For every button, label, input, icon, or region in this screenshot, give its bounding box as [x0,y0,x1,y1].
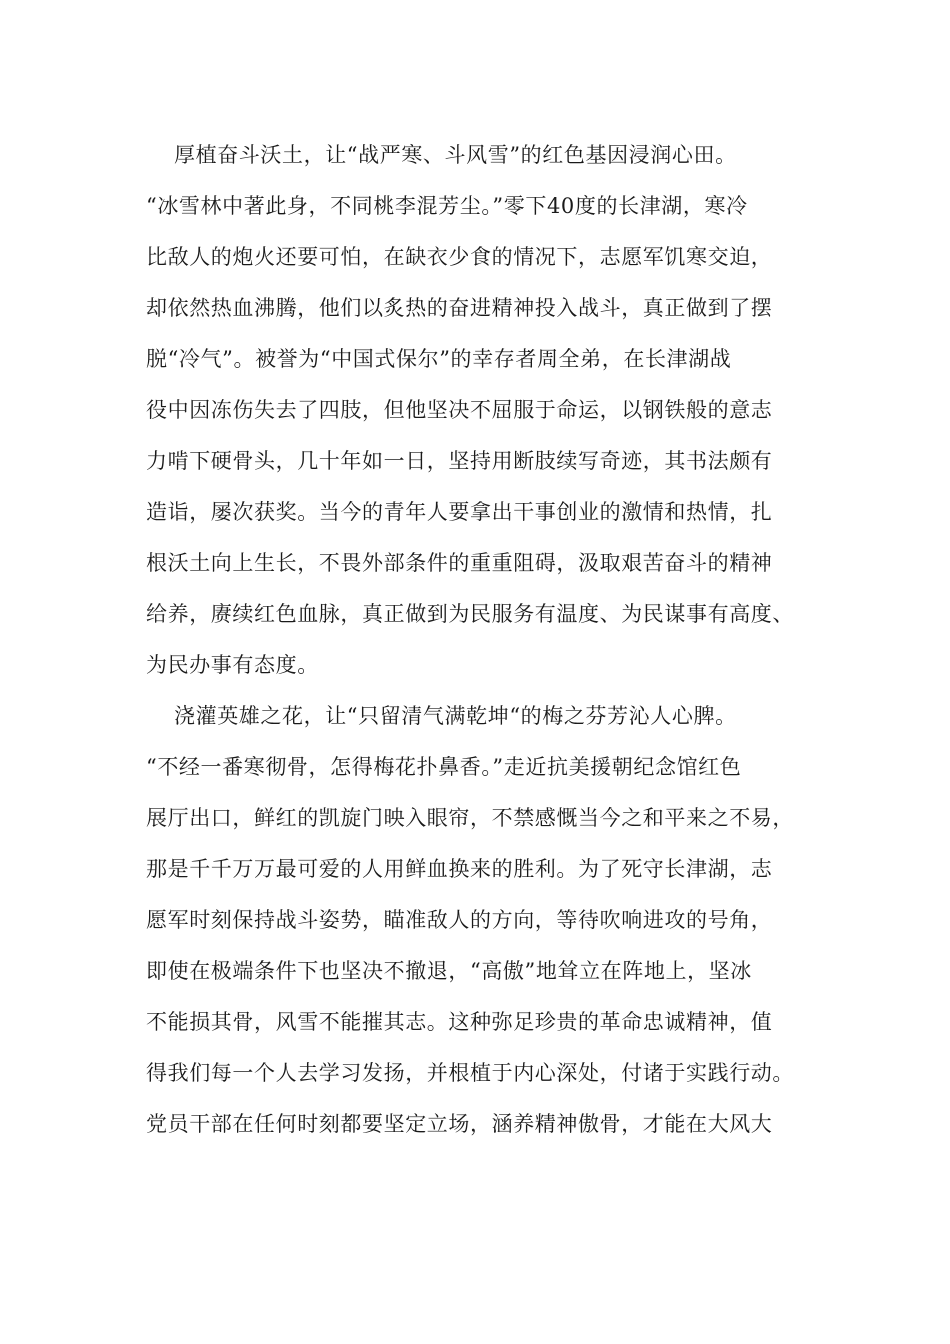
paragraph-line: 力啃下硬骨头，几十年如一日，坚持用断肢续写奇迹，其书法颇有 [146,449,773,473]
paragraph-line: 造诣，屡次获奖。当今的青年人要拿出干事创业的激情和热情，扎 [146,500,773,524]
paragraph-line: 得我们每一个人去学习发扬，并根植于内心深处，付诸于实践行动。 [146,1061,794,1085]
paragraph-line: 为民办事有态度。 [146,653,319,677]
paragraph-line: 却依然热血沸腾，他们以炙热的奋进精神投入战斗，真正做到了摆 [146,296,773,320]
paragraph-1 [146,130,836,691]
paragraph-line: 浇灌英雄之花，让“只留清气满乾坤“的梅之芬芳沁人心脾。 [174,704,737,728]
paragraph-line: 脱“冷气”。被誉为“中国式保尔”的幸存者周全弟，在长津湖战 [146,347,732,371]
paragraph-line: 即使在极端条件下也坚决不撤退，“高傲”地耸立在阵地上，坚冰 [146,959,752,983]
paragraph-line: 役中因冻伤失去了四肢，但他坚决不屈服于命运，以钢铁般的意志 [146,398,773,422]
paragraph-line: “冰雪林中著此身，不同桃李混芳尘。”零下40度的长津湖，寒冷 [146,194,748,218]
paragraph-line: 党员干部在任何时刻都要坚定立场，涵养精神傲骨，才能在大风大 [146,1112,773,1136]
paragraph-line: 厚植奋斗沃土，让“战严寒、斗风雪”的红色基因浸润心田。 [174,143,737,167]
paragraph-2 [146,691,836,1150]
paragraph-line: 给养，赓续红色血脉，真正做到为民服务有温度、为民谋事有高度、 [146,602,794,626]
paragraph-line: 根沃土向上生长，不畏外部条件的重重阻碍，汲取艰苦奋斗的精神 [146,551,773,575]
paragraph-line: 比敌人的炮火还要可怕，在缺衣少食的情况下，志愿军饥寒交迫， [146,245,773,269]
paragraph-line: 那是千千万万最可爱的人用鲜血换来的胜利。为了死守长津湖，志 [146,857,773,881]
paragraph-line: 愿军时刻保持战斗姿势，瞄准敌人的方向，等待吹响进攻的号角， [146,908,773,932]
document-body [146,130,836,1150]
paragraph-line: “不经一番寒彻骨，怎得梅花扑鼻香。”走近抗美援朝纪念馆红色 [146,755,742,779]
paragraph-line: 展厅出口，鲜红的凯旋门映入眼帘，不禁感慨当今之和平来之不易， [146,806,794,830]
paragraph-line: 不能损其骨，风雪不能摧其志。这种弥足珍贵的革命忠诚精神，值 [146,1010,773,1034]
